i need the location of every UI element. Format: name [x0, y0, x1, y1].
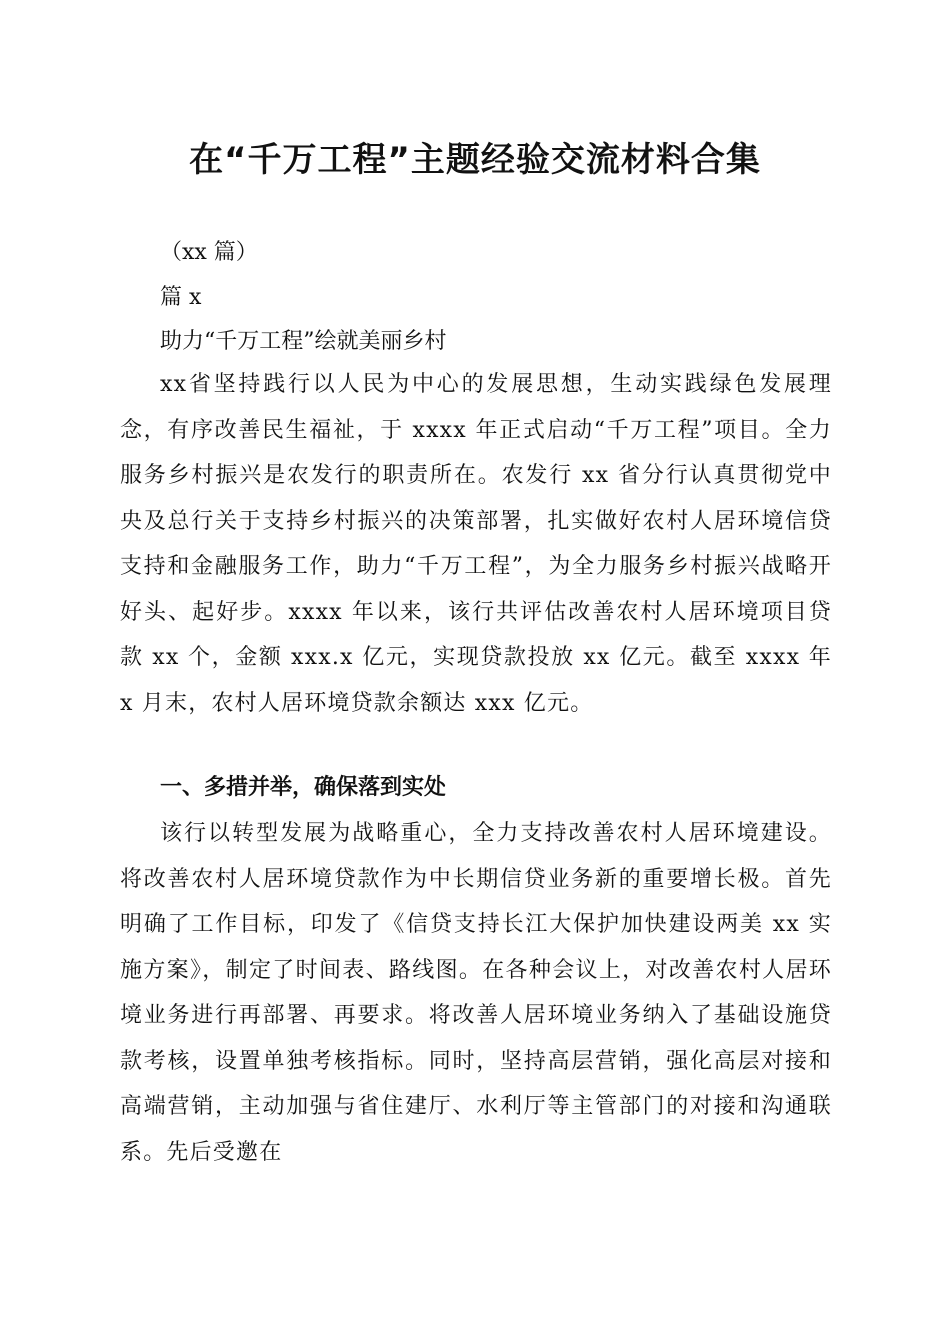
article-title: 助力“千万工程”绘就美丽乡村: [160, 329, 447, 354]
document-title: 在“千万工程”主题经验交流材料合集: [189, 140, 761, 180]
count-note: （xx 篇）: [160, 240, 258, 265]
article-label: 篇 x: [160, 285, 202, 310]
intro-paragraph: xx省坚持践行以人民为中心的发展思想，生动实践绿色发展理念，有序改善民生福祉，于 xxxx 年正式启动“千万工程”项目。全力服务乡村振兴是农发行的职责所在。农发行 xx 省分行认真贯彻党中央及总行关于支持乡村振兴的决策部署，扎实做好农村人居环境信贷支持和金融服务工作，助力“千万工程”，为全力服务乡村振兴战略开好头、起好步。xxxx 年以来，该行共评估改善农村人居环境项目贷款 xx 个，金额 xxx.x 亿元，实现贷款投放 xx 亿元。截至 xxxx 年 x 月末，农村人居环境贷款余额达 xxx 亿元。: [120, 372, 832, 716]
section-heading: 一、多措并举，确保落到实处: [160, 775, 447, 800]
section-paragraph: 该行以转型发展为战略重心，全力支持改善农村人居环境建设。将改善农村人居环境贷款作为中长期信贷业务新的重要增长极。首先明确了工作目标，印发了《信贷支持长江大保护加快建设两美 xx 实施方案》，制定了时间表、路线图。在各种会议上，对改善农村人居环境业务进行再部署、再要求。将改善人居环境业务纳入了基础设施贷款考核，设置单独考核指标。同时，坚持高层营销，强化高层对接和高端营销，主动加强与省住建厅、水利厅等主管部门的对接和沟通联系。先后受邀在: [120, 821, 832, 1165]
